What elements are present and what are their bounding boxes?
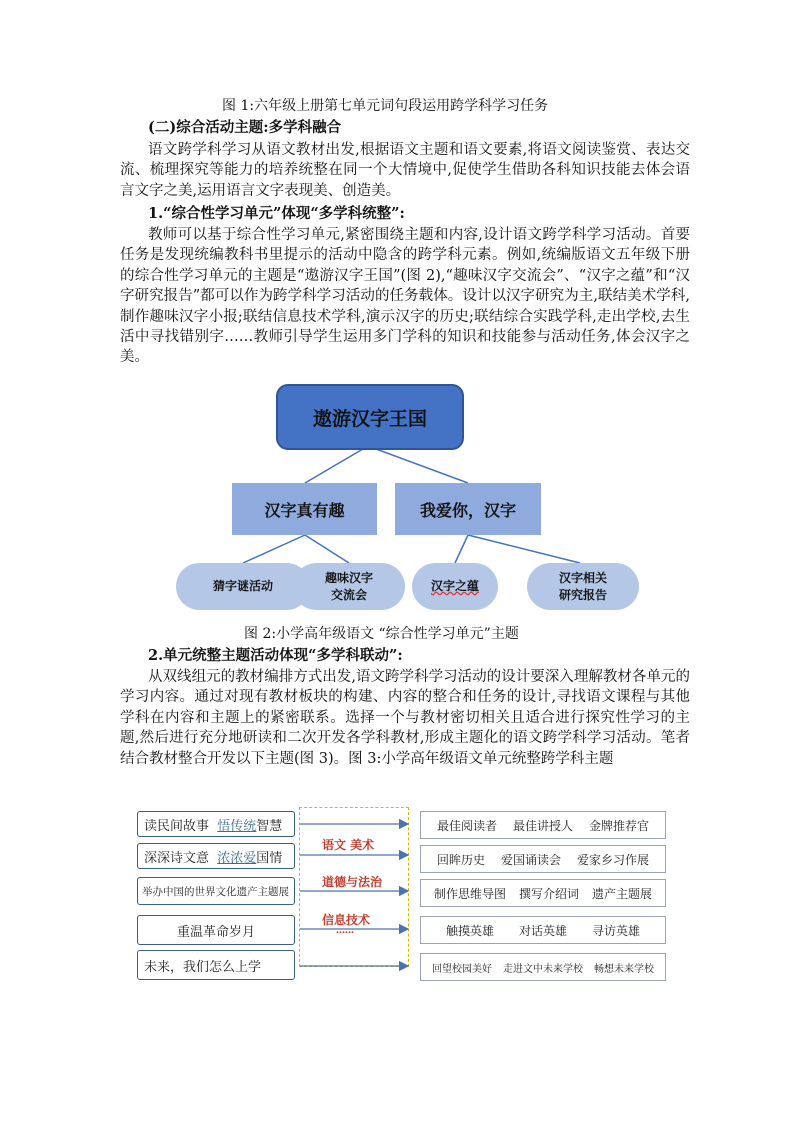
activity-1-2: 最佳讲授人 [512,818,573,833]
sub1-heading: 1.“综合性学习单元”体现“多学科统整”: [148,205,405,222]
section-heading: (二)综合活动主题:多学科融合 [148,119,342,136]
sub1-paragraph: 教师可以基于综合性学习单元,紧密围绕主题和内容,设计语文跨学科学习活动。首要任务是发现统编教科书里提示的活动中隐含的跨学科元素。例如,统编版语文五年级下册的综合性学习单元的主题是“遨游汉字王国”(图 2),“趣味汉字交流会”、“汉字之蕴”和“汉字研究报告”都可以作为跨学科学习活动的任务载体。设计以汉字研究为主,联结美术学科,制作趣味汉字小报;联结信息技术学科,演示汉字的历史;联结综合实践学科,走出学校,去生活中寻找错别字……教师引导学生运用多门学科的知识和技能参与活动任务,体会汉字之美。 [120,227,690,366]
mindmap-leaf-2 [293,563,405,610]
theme-box-4 [137,915,295,945]
subject-chinese-art: 语文 美术 [322,838,375,852]
theme-box-3 [137,877,295,905]
activity-row-2 [420,845,666,873]
mindmap-node-right: 我爱你，汉字 [395,483,541,535]
mindmap-node-left: 汉字真有趣 [232,483,377,535]
activity-row-3 [420,879,666,907]
activity-1-1: 最佳阅读者 [436,818,497,833]
activity-4-3: 寻访英雄 [591,923,640,938]
activity-row-5 [420,953,666,981]
mindmap-leaf-1: 猜字谜活动 [176,563,310,610]
subject-it: 信息技术 [322,913,371,927]
leaf-3-text: 汉字之蕴 [430,579,479,593]
theme-box-5 [137,950,295,980]
theme-1-plain: 读民间故事 [144,818,210,834]
mindmap-root: 遨游汉字王国 [276,384,464,450]
sub2-heading: 2.单元统整主题活动体现“多学科联动”: [148,647,403,664]
activity-3-2: 撰写介绍词 [518,886,579,901]
theme-box-2 [137,843,295,869]
theme-1-underlined: 悟传统 [217,818,257,834]
activity-2-3: 爱家乡习作展 [576,852,649,867]
activity-2-1: 回眸历史 [436,852,485,867]
theme-3-text: 举办中国的世界文化遗产主题展 [142,885,289,898]
activity-5-3: 畅想未来学校 [594,963,654,975]
theme-5-text: 未来，我们怎么上学 [144,959,262,975]
leaf-4-line-1: 汉字相关 [558,570,607,585]
theme-1-tail: 智慧 [256,818,283,834]
leaf-2-line-1: 趣味汉字 [324,570,373,585]
subject-ellipsis: …… [336,926,354,936]
theme-2-underlined: 浓浓爱 [217,850,257,866]
activity-5-2: 走进文中未来学校 [503,963,583,975]
activity-2-2: 爱国诵读会 [500,852,561,867]
activity-row-1 [420,811,666,839]
activity-4-2: 对话英雄 [518,923,567,938]
leaf-4-line-2: 研究报告 [558,587,607,602]
theme-2-plain: 深深诗文意 [144,850,210,866]
activity-3-1: 制作思维导图 [433,886,506,901]
activity-1-3: 金牌推荐官 [588,818,649,833]
sub2-paragraph: 从双线组元的教材编排方式出发,语文跨学科学习活动的设计要深入理解教材各单元的学习内容。通过对现有教材板块的构建、内容的整合和任务的设计,寻找语文课程与其他学科在内容和主题上的紧密联系。选择一个与教材密切相关且适合进行探究性学习的主题,然后进行充分地研读和二次开发各学科教材,形成主题化的语文跨学科学习活动。笔者结合教材整合开发以下主题(图 3)。图 3:小学高年级语文单元统整跨学科主题 [120,669,690,767]
figure2-caption: 图 2:小学高年级语文 “综合性学习单元”主题 [244,626,519,642]
theme-4-text: 重温革命岁月 [176,924,255,940]
subject-morality-law: 道德与法治 [322,875,383,889]
mindmap-leaf-3 [412,563,498,610]
activity-4-1: 触摸英雄 [445,923,494,938]
leaf-2-line-2: 交流会 [330,587,367,602]
mindmap-leaf-4 [527,563,639,610]
theme-2-tail: 国情 [256,850,283,866]
theme-box-1 [137,811,295,837]
activity-5-1: 回望校园美好 [432,963,492,975]
intro-paragraph: 语文跨学科学习从语文教材出发,根据语文主题和语文要素,将语文阅读鉴赏、表达交流、梳理探究等能力的培养统整在同一个大情境中,促使学生借助各科知识技能去体会语言文字之美,运用语言文字表现美、创造美。 [120,142,690,199]
activity-3-3: 遗产主题展 [591,886,652,901]
activity-row-4 [420,916,666,944]
figure1-caption: 图 1:六年级上册第七单元词句段运用跨学科学习任务 [222,98,549,114]
